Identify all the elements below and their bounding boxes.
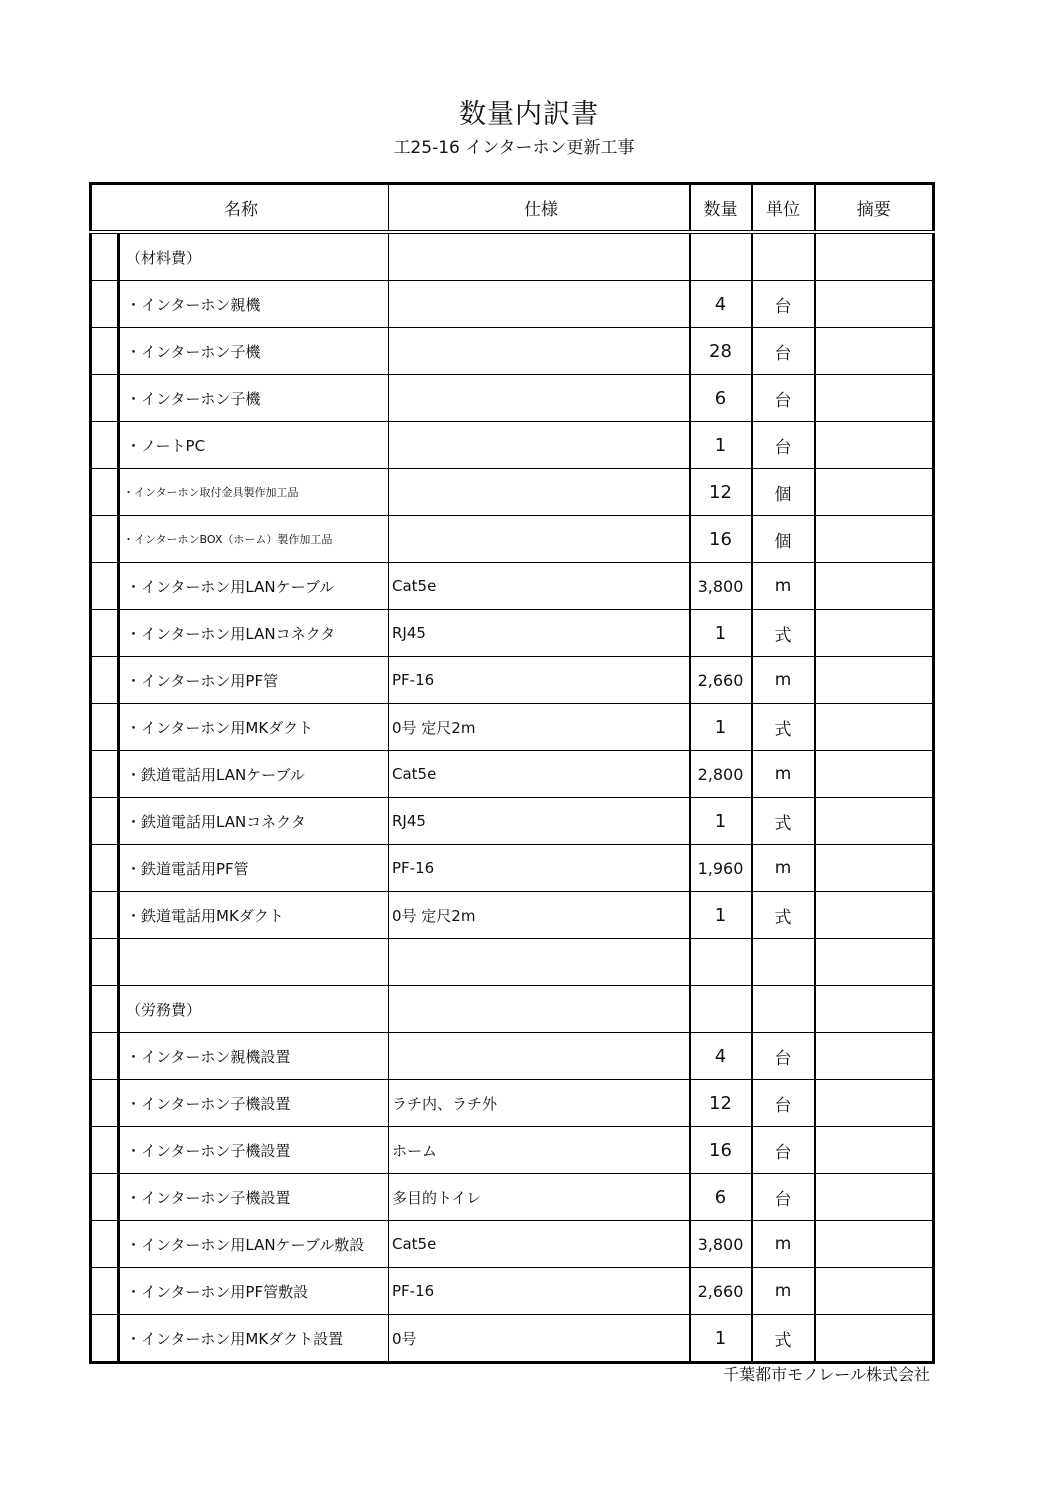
cell-name: ・インターホン用LANケーブル <box>119 563 389 610</box>
cell-note <box>815 939 934 986</box>
cell-note <box>815 704 934 751</box>
cell-quantity: 1 <box>690 798 752 845</box>
cell-spec <box>389 422 690 469</box>
cell-spec: 多目的トイレ <box>389 1174 690 1221</box>
cell-quantity: 3,800 <box>690 563 752 610</box>
table-row <box>91 1033 934 1080</box>
row-gutter <box>91 751 119 798</box>
cell-name: ・インターホン用LANケーブル敷設 <box>119 1221 389 1268</box>
table-row <box>91 986 934 1033</box>
cell-note <box>815 751 934 798</box>
header-unit: 単位 <box>752 184 815 233</box>
cell-unit: 台 <box>752 422 815 469</box>
cell-note <box>815 563 934 610</box>
cell-unit: 台 <box>752 281 815 328</box>
cell-quantity: 1 <box>690 704 752 751</box>
cell-name: ・インターホン用MKダクト <box>119 704 389 751</box>
cell-unit: 台 <box>752 1080 815 1127</box>
cell-quantity: 1 <box>690 892 752 939</box>
cell-spec: Cat5e <box>389 751 690 798</box>
cell-name: ・インターホンBOX（ホーム）製作加工品 <box>119 516 389 563</box>
table-row <box>91 375 934 422</box>
cell-note <box>815 516 934 563</box>
header-quantity: 数量 <box>690 184 752 233</box>
row-gutter <box>91 892 119 939</box>
cell-name: ・インターホン親機設置 <box>119 1033 389 1080</box>
row-gutter <box>91 469 119 516</box>
cell-unit: m <box>752 1268 815 1315</box>
row-gutter <box>91 1080 119 1127</box>
cell-name: ・インターホン親機 <box>119 281 389 328</box>
cell-name: ・インターホン取付金具製作加工品 <box>119 469 389 516</box>
cell-spec: Cat5e <box>389 563 690 610</box>
table-row <box>91 1268 934 1315</box>
cell-name: ・ノートPC <box>119 422 389 469</box>
cell-unit: 式 <box>752 704 815 751</box>
cell-unit: m <box>752 657 815 704</box>
cell-quantity: 4 <box>690 1033 752 1080</box>
cell-quantity: 6 <box>690 375 752 422</box>
row-gutter <box>91 232 119 281</box>
cell-note <box>815 422 934 469</box>
cell-name: ・インターホン子機 <box>119 328 389 375</box>
cell-spec: ホーム <box>389 1127 690 1174</box>
table-row <box>91 1127 934 1174</box>
cell-unit: 式 <box>752 892 815 939</box>
table-row <box>91 1315 934 1363</box>
cell-spec <box>389 939 690 986</box>
cell-name: ・インターホン用PF管 <box>119 657 389 704</box>
cell-spec <box>389 986 690 1033</box>
cell-unit: 式 <box>752 798 815 845</box>
table-row <box>91 232 934 281</box>
cell-note <box>815 1315 934 1363</box>
cell-quantity: 6 <box>690 1174 752 1221</box>
table-row <box>91 610 934 657</box>
row-gutter <box>91 1127 119 1174</box>
cell-name: ・インターホン子機設置 <box>119 1174 389 1221</box>
table-header-row <box>91 184 934 233</box>
cell-spec: ラチ内、ラチ外 <box>389 1080 690 1127</box>
cell-name: ・インターホン用MKダクト設置 <box>119 1315 389 1363</box>
cell-unit: 個 <box>752 469 815 516</box>
cell-name: ・鉄道電話用PF管 <box>119 845 389 892</box>
cell-quantity: 3,800 <box>690 1221 752 1268</box>
table-row <box>91 328 934 375</box>
cell-name: ・インターホン子機設置 <box>119 1127 389 1174</box>
row-gutter <box>91 610 119 657</box>
cell-note <box>815 1221 934 1268</box>
cell-quantity: 28 <box>690 328 752 375</box>
table-row <box>91 657 934 704</box>
table-row <box>91 422 934 469</box>
table-row <box>91 1080 934 1127</box>
row-gutter <box>91 1221 119 1268</box>
cell-name: ・インターホン子機 <box>119 375 389 422</box>
cell-quantity: 2,800 <box>690 751 752 798</box>
cell-spec <box>389 375 690 422</box>
cell-note <box>815 1127 934 1174</box>
cell-note <box>815 1080 934 1127</box>
cell-note <box>815 892 934 939</box>
table-row <box>91 1221 934 1268</box>
table-body <box>91 232 934 1363</box>
cell-quantity: 1 <box>690 610 752 657</box>
cell-unit: m <box>752 563 815 610</box>
cell-unit: 台 <box>752 1174 815 1221</box>
cell-spec: 0号 <box>389 1315 690 1363</box>
cell-spec <box>389 1033 690 1080</box>
table-row <box>91 845 934 892</box>
row-gutter <box>91 1033 119 1080</box>
cell-quantity: 1,960 <box>690 845 752 892</box>
cell-note <box>815 469 934 516</box>
cell-quantity <box>690 986 752 1033</box>
cell-spec: RJ45 <box>389 610 690 657</box>
cell-quantity: 1 <box>690 422 752 469</box>
cell-note <box>815 1174 934 1221</box>
row-gutter <box>91 939 119 986</box>
cell-quantity <box>690 939 752 986</box>
row-gutter <box>91 1174 119 1221</box>
header-spec: 仕様 <box>389 184 690 233</box>
header-note: 摘要 <box>815 184 934 233</box>
cell-unit: 式 <box>752 1315 815 1363</box>
table-row <box>91 1174 934 1221</box>
cell-quantity: 2,660 <box>690 1268 752 1315</box>
cell-spec <box>389 328 690 375</box>
row-gutter <box>91 375 119 422</box>
header-name: 名称 <box>91 184 389 233</box>
row-gutter <box>91 563 119 610</box>
table-row <box>91 939 934 986</box>
cell-unit: m <box>752 1221 815 1268</box>
cell-spec: 0号 定尺2m <box>389 892 690 939</box>
row-gutter <box>91 986 119 1033</box>
table-row <box>91 704 934 751</box>
cell-quantity: 12 <box>690 1080 752 1127</box>
cell-name: ・鉄道電話用MKダクト <box>119 892 389 939</box>
cell-quantity: 4 <box>690 281 752 328</box>
cell-unit <box>752 986 815 1033</box>
table-row <box>91 751 934 798</box>
cell-note <box>815 798 934 845</box>
cell-unit: m <box>752 845 815 892</box>
cell-unit: m <box>752 751 815 798</box>
row-gutter <box>91 1315 119 1363</box>
cell-quantity: 16 <box>690 516 752 563</box>
cell-spec <box>389 281 690 328</box>
cell-spec <box>389 469 690 516</box>
cell-spec: Cat5e <box>389 1221 690 1268</box>
cell-spec: 0号 定尺2m <box>389 704 690 751</box>
cell-spec: PF-16 <box>389 1268 690 1315</box>
cell-quantity <box>690 232 752 281</box>
cell-note <box>815 610 934 657</box>
cell-name: ・インターホン子機設置 <box>119 1080 389 1127</box>
cell-spec: PF-16 <box>389 657 690 704</box>
cell-unit: 台 <box>752 328 815 375</box>
quantity-table <box>89 182 935 1364</box>
cell-name: ・インターホン用LANコネクタ <box>119 610 389 657</box>
table-row <box>91 281 934 328</box>
row-gutter <box>91 281 119 328</box>
cell-note <box>815 232 934 281</box>
cell-note <box>815 845 934 892</box>
cell-name: （材料費） <box>119 232 389 281</box>
row-gutter <box>91 845 119 892</box>
document-subtitle: 工25-16 インターホン更新工事 <box>393 138 635 158</box>
cell-unit: 台 <box>752 375 815 422</box>
row-gutter <box>91 516 119 563</box>
cell-note <box>815 1268 934 1315</box>
cell-quantity: 2,660 <box>690 657 752 704</box>
table-row <box>91 516 934 563</box>
cell-name: （労務費） <box>119 986 389 1033</box>
cell-unit <box>752 232 815 281</box>
document-title: 数量内訳書 <box>459 99 599 130</box>
row-gutter <box>91 328 119 375</box>
table-row <box>91 892 934 939</box>
cell-note <box>815 657 934 704</box>
table-row <box>91 798 934 845</box>
cell-spec <box>389 516 690 563</box>
cell-quantity: 1 <box>690 1315 752 1363</box>
row-gutter <box>91 798 119 845</box>
cell-unit <box>752 939 815 986</box>
cell-spec <box>389 232 690 281</box>
cell-unit: 台 <box>752 1033 815 1080</box>
row-gutter <box>91 657 119 704</box>
cell-name: ・鉄道電話用LANコネクタ <box>119 798 389 845</box>
cell-note <box>815 986 934 1033</box>
row-gutter <box>91 704 119 751</box>
company-name: 千葉都市モノレール株式会社 <box>723 1365 930 1384</box>
cell-unit: 式 <box>752 610 815 657</box>
cell-name: ・鉄道電話用LANケーブル <box>119 751 389 798</box>
cell-note <box>815 328 934 375</box>
row-gutter <box>91 422 119 469</box>
cell-spec: RJ45 <box>389 798 690 845</box>
table-row <box>91 469 934 516</box>
row-gutter <box>91 1268 119 1315</box>
table-row <box>91 563 934 610</box>
cell-note <box>815 1033 934 1080</box>
cell-note <box>815 281 934 328</box>
cell-quantity: 12 <box>690 469 752 516</box>
cell-unit: 台 <box>752 1127 815 1174</box>
cell-unit: 個 <box>752 516 815 563</box>
cell-note <box>815 375 934 422</box>
cell-spec: PF-16 <box>389 845 690 892</box>
cell-quantity: 16 <box>690 1127 752 1174</box>
cell-name: ・インターホン用PF管敷設 <box>119 1268 389 1315</box>
cell-name <box>119 939 389 986</box>
